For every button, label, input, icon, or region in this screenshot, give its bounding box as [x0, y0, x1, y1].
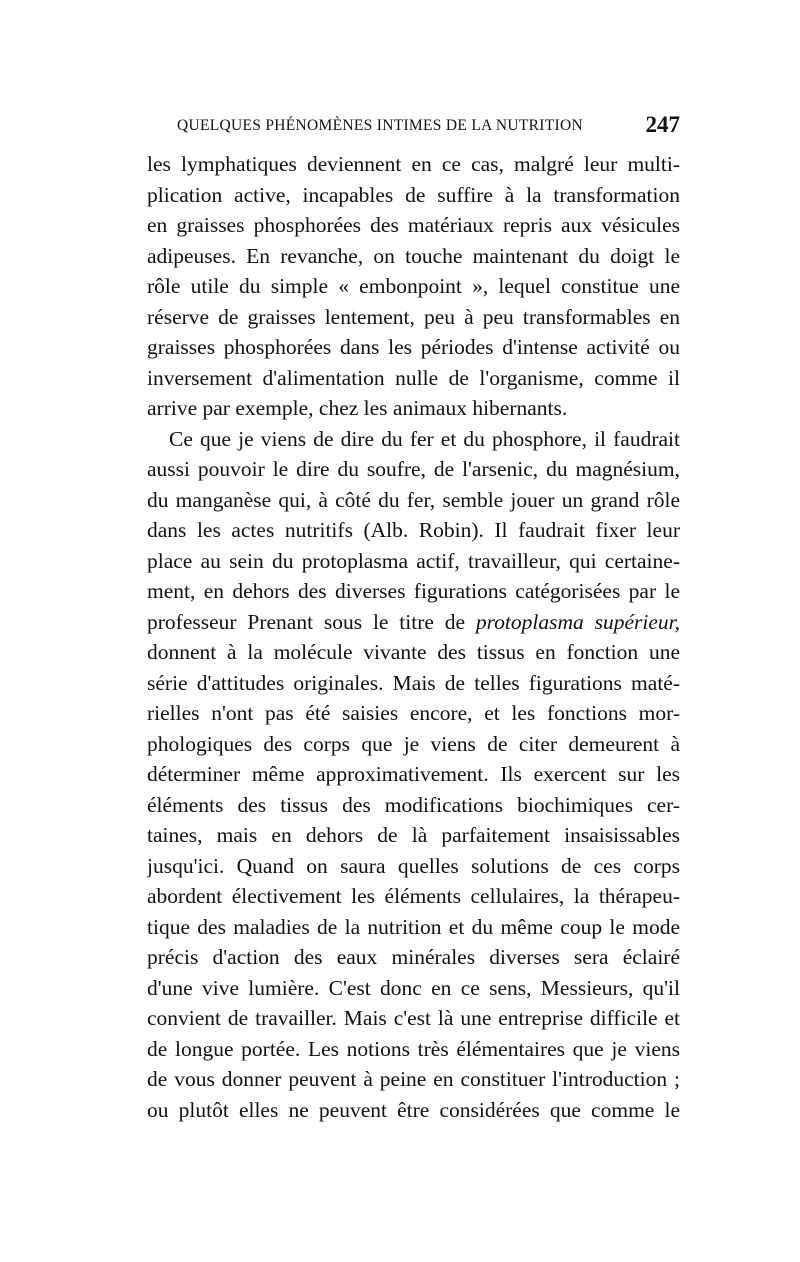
text-fragment: professeur Prenant sous le titre de	[147, 609, 466, 634]
text-line: rielles n'ont pas été saisies encore, et les fonctions mor-	[147, 701, 680, 725]
text-line: de longue portée. Les notions très élémentaires que je viens	[147, 1036, 680, 1061]
body-text	[147, 149, 680, 1125]
text-line: dans les actes nutritifs (Alb. Robin). Il faudrait fixer leur	[147, 518, 680, 542]
page-number: 247	[645, 112, 680, 137]
text-line: rôle utile du simple « embonpoint », lequel constitue une	[147, 274, 680, 298]
text-line: convient de travailler. Mais c'est là une entreprise difficile et	[147, 1006, 680, 1030]
text-line: précis d'action des eaux minérales diverses sera éclairé	[147, 945, 680, 969]
text-line-with-italic	[147, 607, 680, 638]
text-line: plication active, incapables de suffire à la transformation	[147, 182, 680, 207]
text-line: ment, en dehors des diverses figurations catégorisées par le	[147, 579, 680, 603]
text-line: donnent à la molécule vivante des tissus en fonction une	[147, 640, 680, 664]
text-line: déterminer même approximativement. Ils exercent sur les	[147, 762, 680, 786]
text-line: tique des maladies de la nutrition et du même coup le mode	[147, 914, 680, 939]
text-line: du manganèse qui, à côté du fer, semble jouer un grand rôle	[147, 487, 680, 512]
text-line: abordent électivement les éléments cellulaires, la thérapeu-	[147, 884, 680, 908]
text-line: en graisses phosphorées des matériaux repris aux vésicules	[147, 213, 680, 237]
text-line: jusqu'ici. Quand on saura quelles solutions de ces corps	[147, 853, 680, 878]
text-line: série d'attitudes originales. Mais de telles figurations maté-	[147, 670, 680, 695]
text-line: réserve de graisses lentement, peu à peu transformables en	[147, 304, 680, 329]
paragraph-start-line: Ce que je viens de dire du fer et du phosphore, il faudrait	[169, 426, 680, 451]
text-line: aussi pouvoir le dire du soufre, de l'arsenic, du magnésium,	[147, 457, 680, 481]
text-line: d'une vive lumière. C'est donc en ce sens, Messieurs, qu'il	[147, 975, 680, 1000]
text-line: éléments des tissus des modifications biochimiques cer-	[147, 792, 680, 817]
text-line: place au sein du protoplasma actif, travailleur, qui certaine-	[147, 548, 680, 573]
paragraph-end-line: arrive par exemple, chez les animaux hibernants.	[147, 396, 568, 420]
text-line: ou plutôt elles ne peuvent être considérées que comme le	[147, 1097, 680, 1122]
text-line: graisses phosphorées dans les périodes d'intense activité ou	[147, 335, 680, 359]
text-line: les lymphatiques deviennent en ce cas, malgré leur multi-	[147, 152, 680, 176]
page-header	[147, 112, 680, 142]
text-line: adipeuses. En revanche, on touche maintenant du doigt le	[147, 243, 680, 268]
text-line: phologiques des corps que je viens de citer demeurent à	[147, 731, 680, 756]
running-head: QUELQUES PHÉNOMÈNES INTIMES DE LA NUTRITION	[177, 117, 583, 134]
text-line: de vous donner peuvent à peine en constituer l'introduction ;	[147, 1067, 680, 1091]
italic-phrase: protoplasma supérieur,	[475, 609, 680, 634]
text-line: taines, mais en dehors de là parfaitement insaisissables	[147, 823, 680, 847]
text-line: inversement d'alimentation nulle de l'organisme, comme il	[147, 365, 680, 390]
